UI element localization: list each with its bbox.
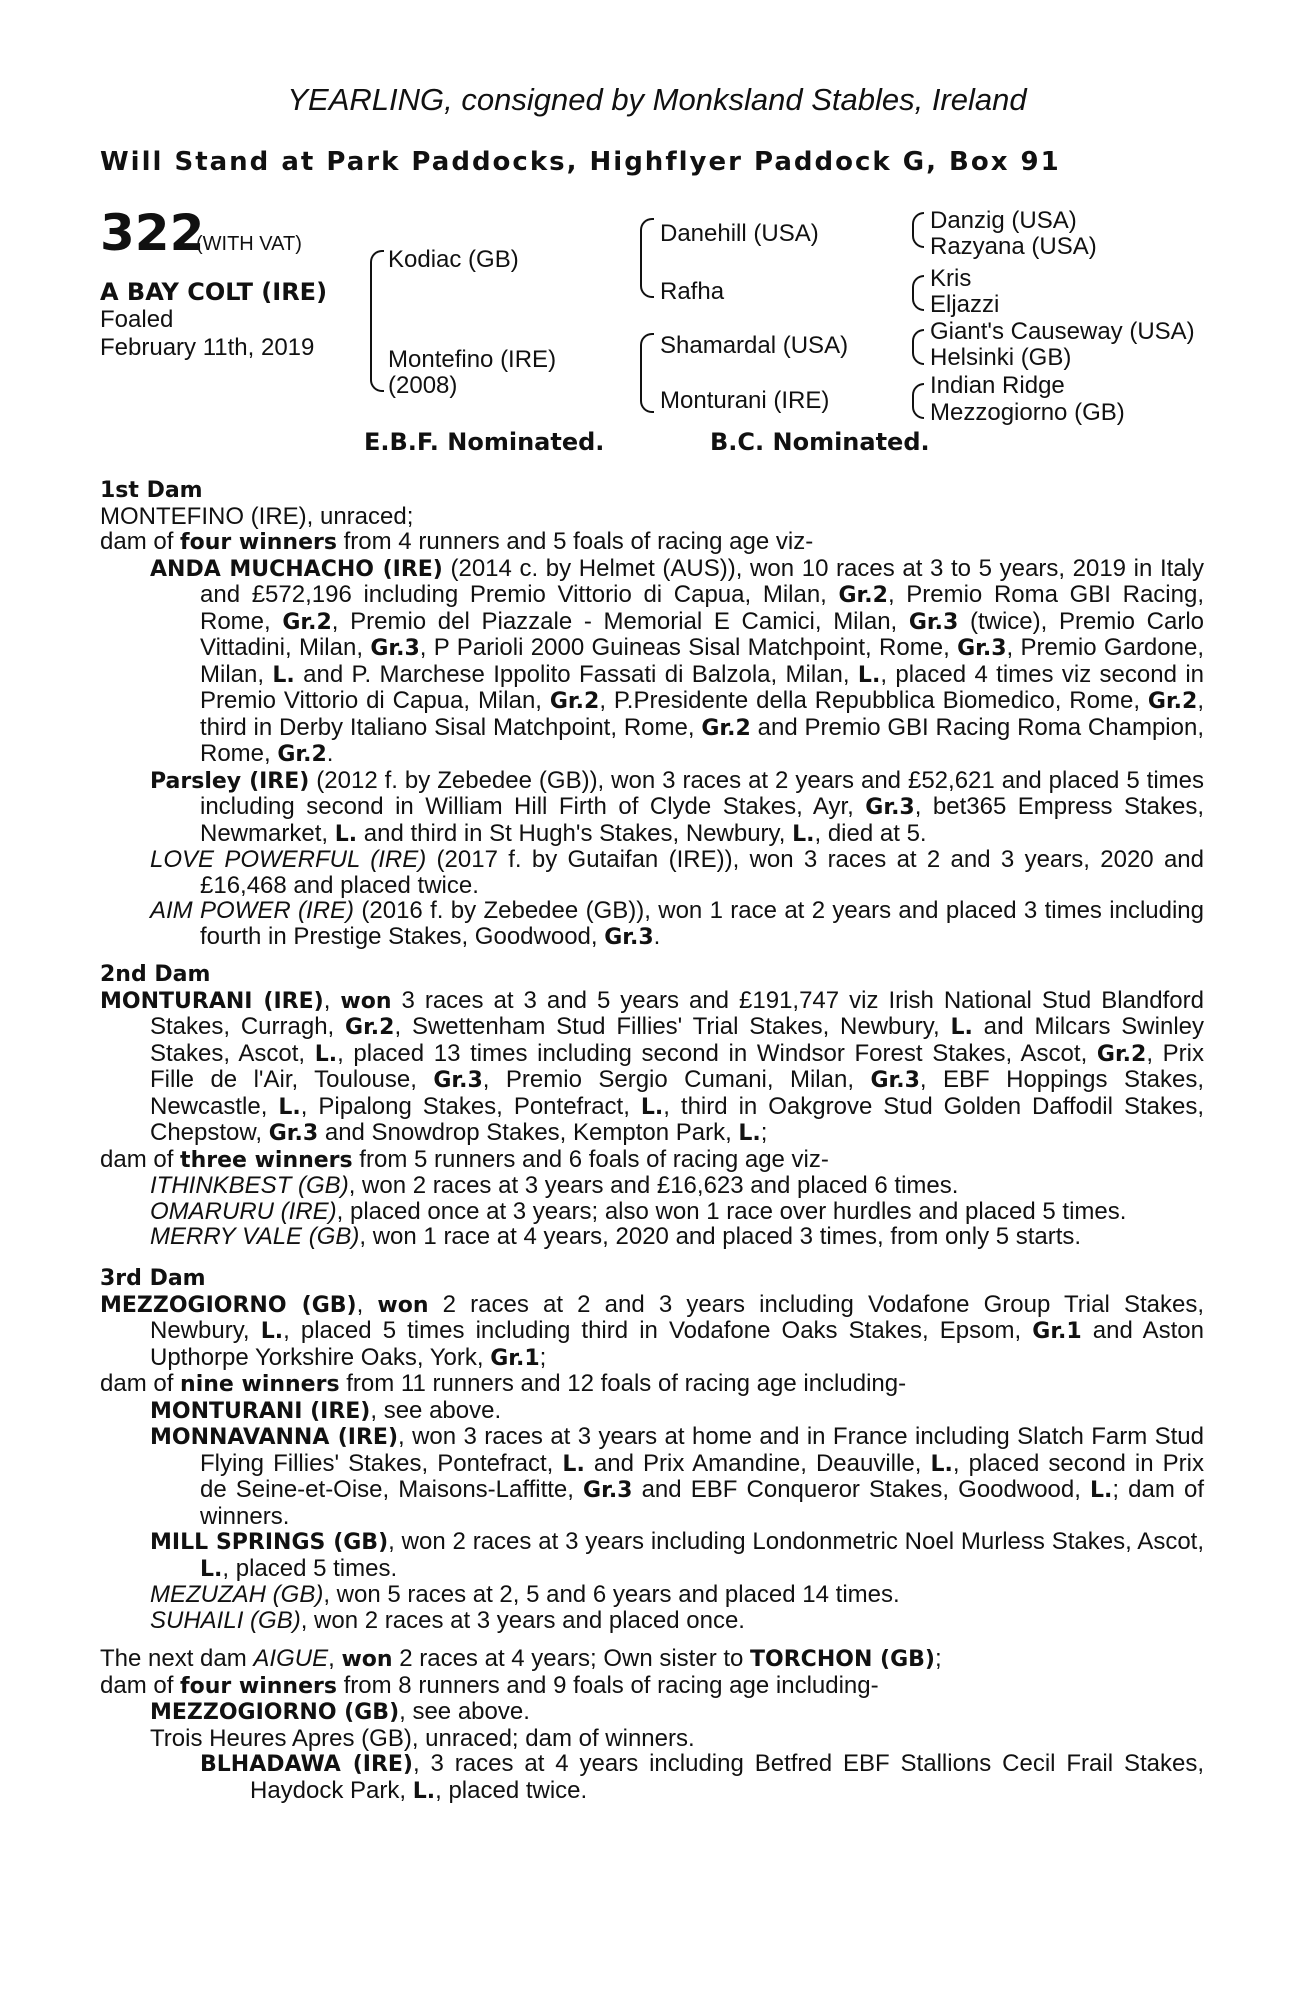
- lot-number: 322: [100, 204, 205, 262]
- next-dam-section: [100, 1646, 1204, 1804]
- foaled-label: Foaled: [100, 306, 174, 333]
- page-header-title: YEARLING, consigned by Monksland Stables, Ireland: [287, 82, 1027, 117]
- dam-year: (2008): [388, 372, 458, 399]
- second-dam-text: MONTURANI (IRE), won 3 races at 3 and 5 years and £191,747 viz Irish National Stud Blandford Stakes, Curragh, Gr.2, Swettenham Stud Fillies' Trial Stakes, Newbury, L. and Milcars Swinley Stakes, Ascot, L., placed 13 times including second in Windsor Forest Stakes, Ascot, Gr.2, Prix Fille de l'Air, Toulouse, Gr.3, Premio Sergio Cumani, Milan, Gr.3, EBF Hoppings Stakes, Newcastle, L., Pipalong Stakes, Pontefract, L., third in Oakgrove Stud Golden Daffodil Stakes, Chepstow, Gr.3 and Snowdrop Stakes, Kempton Park, L.; dam of three winners from 5 runners and 6 foals of racing age viz- ITHINKBEST (GB), won 2 races at 3 years and £16,623 and placed 6 times. OMARURU (IRE), placed once at 3 years; also won 1 race over hurdles and placed 5 times. MERRY VALE (GB), won 1 race at 4 years, 2020 and placed 3 times, from only 5 starts.: [100, 986, 1205, 1250]
- grand-dam-2: Razyana (USA): [930, 233, 1097, 260]
- sire-dam-brace: [640, 258, 654, 298]
- grand-sire-3: Kris: [930, 265, 972, 292]
- grand-sire-5: Giant's Causeway (USA): [930, 318, 1195, 345]
- grand-dam-6: Helsinki (GB): [930, 344, 1072, 371]
- bc-nominated: B.C. Nominated.: [710, 428, 930, 456]
- first-dam-section: [100, 478, 1204, 950]
- second-dam-heading: 2nd Dam: [100, 962, 211, 987]
- third-dam-text: MEZZOGIORNO (GB), won 2 races at 2 and 3 years including Vodafone Group Trial Stakes, Newbury, L., placed 5 times including third in Vodafone Oaks Stakes, Epsom, Gr.1 and Aston Upthorpe Yorkshire Oaks, York, Gr.1; dam of nine winners from 11 runners and 12 foals of racing age including- MONTURANI (IRE), see above. MONNAVANNA (IRE), won 3 races at 3 years at home and in France including Slatch Farm Stud Flying Fillies' Stakes, Pontefract, L. and Prix Amandine, Deauville, L., placed second in Prix de Seine-et-Oise, Maisons-Laffitte, Gr.3 and EBF Conqueror Stakes, Goodwood, L.; dam of winners. MILL SPRINGS (GB), won 2 races at 3 years including Londonmetric Noel Murless Stakes, Ascot, L., placed 5 times. MEZUZAH (GB), won 5 races at 2, 5 and 6 years and placed 14 times. SUHAILI (GB), won 2 races at 3 years and placed once.: [100, 1290, 1205, 1634]
- horse-description: A BAY COLT (IRE): [100, 278, 328, 306]
- first-dam-text: MONTEFINO (IRE), unraced; dam of four winners from 4 runners and 5 foals of racing age viz- ANDA MUCHACHO (IRE) (2014 c. by Helmet (AUS)), won 10 races at 3 to 5 years, 2019 in Italy and £572,196 including Premio Vittorio di Capua, Milan, Gr.2, Premio Roma GBI Racing, Rome, Gr.2, Premio del Piazzale - Memorial E Camici, Milan, Gr.3 (twice), Premio Carlo Vittadini, Milan, Gr.3, P Parioli 2000 Guineas Sisal Matchpoint, Rome, Gr.3, Premio Gardone, Milan, L. and P. Marchese Ippolito Fassati di Balzola, Milan, L., placed 4 times viz second in Premio Vittorio di Capua, Milan, Gr.2, P.Presidente della Repubblica Biomedico, Rome, Gr.2, third in Derby Italiano Sisal Matchpoint, Rome, Gr.2 and Premio GBI Racing Roma Champion, Rome, Gr.2. Parsley (IRE) (2012 f. by Zebedee (GB)), won 3 races at 2 years and £52,621 and placed 5 times including second in William Hill Firth of Clyde Stakes, Ayr, Gr.3, bet365 Empress Stakes, Newmarket, L. and third in St Hugh's Stakes, Newbury, L., died at 5. LOVE POWERFUL (IRE) (2017 f. by Gutaifan (IRE)), won 3 races at 2 and 3 years, 2020 and £16,468 and placed twice. AIM POWER (IRE) (2016 f. by Zebedee (GB)), won 1 race at 2 years and placed 3 times including fourth in Prestige Stakes, Goodwood, Gr.3.: [100, 502, 1204, 950]
- dam-brace: [370, 345, 384, 392]
- ebf-nominated: E.B.F. Nominated.: [364, 428, 605, 456]
- grand-sire-7: Indian Ridge: [930, 372, 1065, 399]
- grand-dam-8: Mezzogiorno (GB): [930, 399, 1125, 426]
- sire-sire: Danehill (USA): [660, 220, 819, 247]
- grand-sire-1: Danzig (USA): [930, 207, 1077, 234]
- g8-brace: [912, 400, 924, 419]
- g4-brace: [912, 292, 924, 311]
- third-dam-heading: 3rd Dam: [100, 1266, 206, 1291]
- dam: Montefino (IRE): [388, 346, 557, 373]
- sire: Kodiac (GB): [388, 246, 519, 273]
- first-dam-heading: 1st Dam: [100, 478, 203, 503]
- second-dam-section: [100, 962, 1204, 1250]
- dam-sire: Shamardal (USA): [660, 332, 849, 359]
- dam-dam: Monturani (IRE): [660, 387, 830, 414]
- sire-dam: Rafha: [660, 278, 725, 305]
- g2-brace: [912, 229, 924, 248]
- grand-dam-4: Eljazzi: [930, 291, 1000, 318]
- sire-brace: [370, 250, 384, 347]
- third-dam-section: [100, 1266, 1204, 1633]
- foaled-date: February 11th, 2019: [100, 334, 315, 361]
- g6-brace: [912, 346, 924, 365]
- sire-sire-brace: [640, 218, 654, 260]
- stand-location: Will Stand at Park Paddocks, Highflyer Paddock G, Box 91: [100, 147, 1061, 177]
- dam-dam-brace: [640, 373, 654, 413]
- dam-sire-brace: [640, 333, 654, 375]
- next-dam-text: The next dam AIGUE, won 2 races at 4 years; Own sister to TORCHON (GB); dam of four winners from 8 runners and 9 foals of racing age including- MEZZOGIORNO (GB), see above. Trois Heures Apres (GB), unraced; dam of winners. BLHADAWA (IRE), 3 races at 4 years including Betfred EBF Stallions Cecil Frail Stakes, Haydock Park, L., placed twice.: [100, 1645, 1204, 1804]
- vat-note: (WITH VAT): [196, 233, 302, 255]
